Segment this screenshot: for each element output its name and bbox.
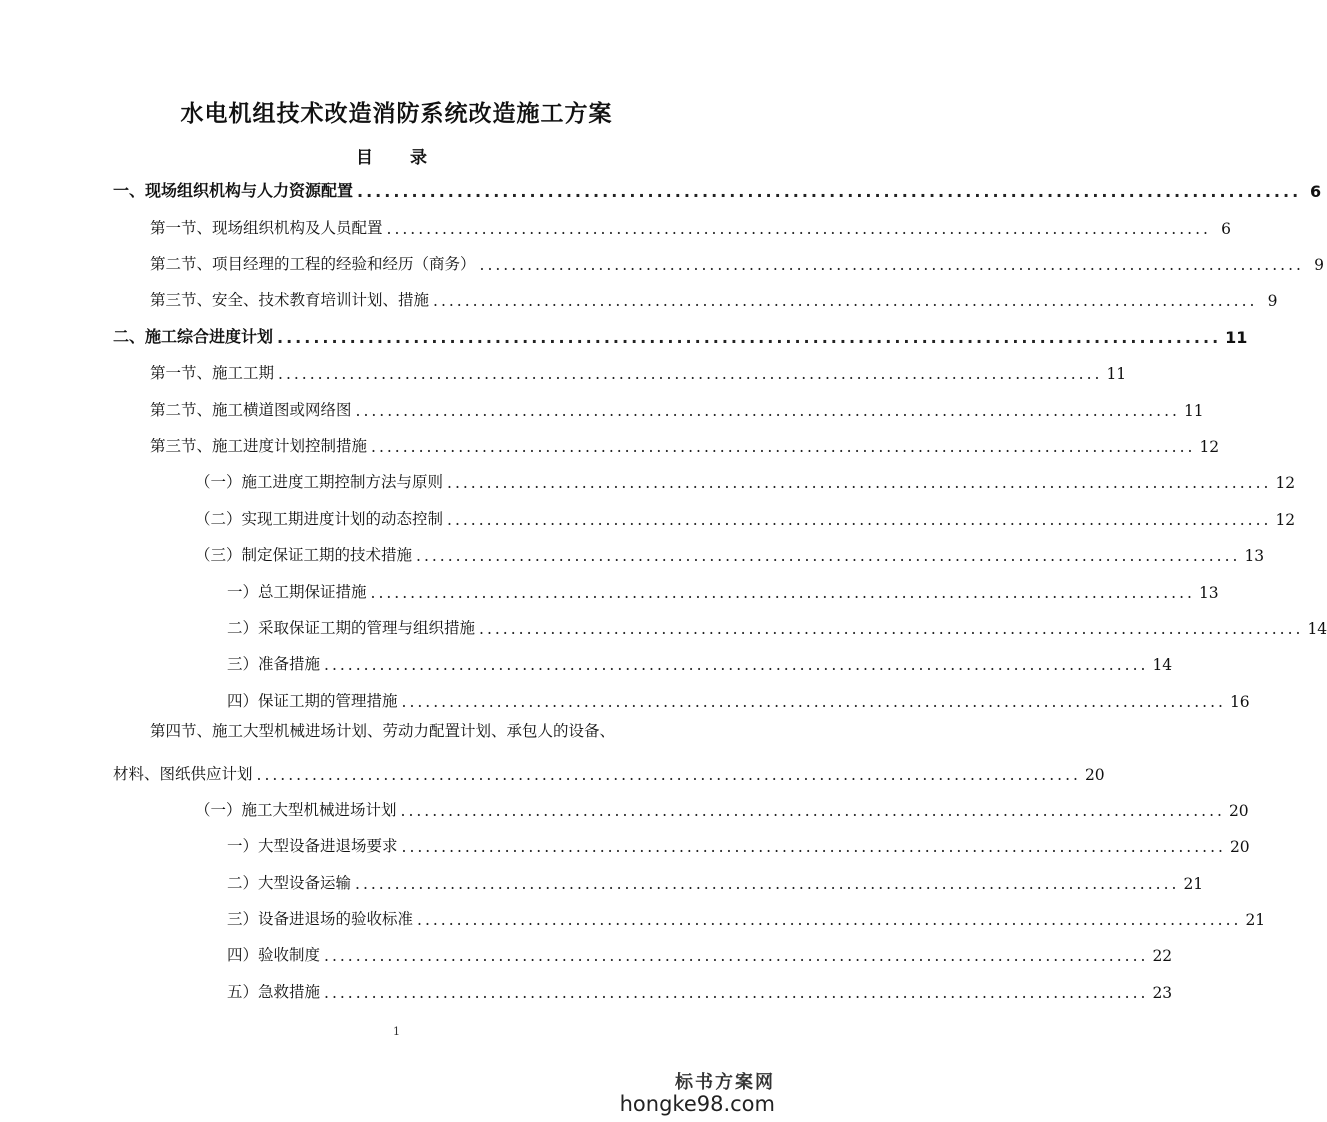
watermark-logo [620,1068,775,1116]
toc-entry-page: 14 [1152,656,1173,674]
watermark-en: hongke98.com [619,1092,775,1116]
toc-entry-label: （一）施工进度工期控制方法与原则 [195,473,444,491]
toc-leader-dots: ........................................................................................................ [355,402,1180,420]
toc-leader-dots: ........................................................................................................ [277,328,1222,347]
toc-leader-dots: ........................................................................................................ [370,584,1195,602]
toc-entry[interactable] [227,610,1327,638]
toc-entry-label: 四）保证工期的管理措施 [227,692,398,710]
toc-leader-dots: ........................................................................................................ [278,365,1103,383]
toc-entry-label: 一、现场组织机构与人力资源配置 [113,181,354,200]
toc-leader-dots: ........................................................................................................ [324,984,1149,1002]
toc-entry[interactable] [227,865,1204,893]
toc-entry-label: 第三节、安全、技术教育培训计划、措施 [150,291,430,309]
toc-leader-dots: ........................................................................................................ [416,547,1241,565]
toc-entry-page: 11 [1225,328,1248,347]
toc-entry-label: 第二节、施工横道图或网络图 [150,401,352,419]
toc-entry-label: 第一节、现场组织机构及人员配置 [150,219,383,237]
toc-entry-page: 11 [1183,402,1204,420]
toc-entry[interactable] [227,683,1250,711]
toc-entry-label: 二）大型设备运输 [227,874,352,892]
toc-leader-dots: ........................................................................................................ [447,474,1272,492]
toc-entry-page: 9 [1314,256,1324,274]
toc-entry[interactable] [227,828,1250,856]
toc-entry-label: 三）设备进退场的验收标准 [227,910,414,928]
toc-entry[interactable] [113,173,1322,201]
toc-heading: 目 录 [356,148,437,168]
toc-entry[interactable] [150,355,1127,383]
document-title: 水电机组技术改造消防系统改造施工方案 [180,101,613,127]
toc-entry-label: 一）总工期保证措施 [227,583,367,601]
toc-entry[interactable] [195,464,1296,492]
toc-entry-page: 22 [1152,947,1173,965]
toc-leader-dots: ........................................................................................................ [479,256,1304,274]
toc-entry-page: 20 [1084,766,1105,784]
toc-entry[interactable] [150,282,1278,310]
toc-leader-dots: ........................................................................................................ [447,511,1272,529]
toc-entry[interactable] [150,428,1220,456]
toc-entry-label: 三）准备措施 [227,655,321,673]
toc-entry-label: 五）急救措施 [227,983,321,1001]
toc-leader-dots: ........................................................................................................ [401,838,1226,856]
watermark-cn: 标书方案网 [675,1072,775,1093]
toc-entry[interactable] [227,937,1173,965]
toc-entry-page: 6 [1310,182,1322,201]
toc-entry-page: 12 [1275,511,1296,529]
toc-entry-label: 二）采取保证工期的管理与组织措施 [227,619,476,637]
toc-entry-page: 14 [1307,620,1327,638]
toc-entry-label: （二）实现工期进度计划的动态控制 [195,510,444,528]
toc-leader-dots: ........................................................................................................ [371,438,1196,456]
toc-leader-dots: ........................................................................................................ [401,693,1226,711]
toc-entry-page: 21 [1183,875,1204,893]
toc-leader-dots: ........................................................................................................ [355,875,1180,893]
toc-entry-page: 12 [1275,474,1296,492]
toc-leader-dots: ........................................................................................................ [479,620,1304,638]
toc-entry-label: （三）制定保证工期的技术措施 [195,546,413,564]
toc-entry-page: 12 [1199,438,1220,456]
toc-entry[interactable] [227,574,1219,602]
toc-entry[interactable] [195,792,1249,820]
toc-entry[interactable] [227,974,1173,1002]
toc-entry-label: 第二节、项目经理的工程的经验和经历（商务） [150,255,476,273]
toc-entry-label: 第一节、施工工期 [150,364,275,382]
toc-entry-page: 13 [1244,547,1265,565]
toc-entry-page: 20 [1229,838,1250,856]
toc-entry-page: 9 [1267,292,1278,310]
toc-entry-label: 材料、图纸供应计划 [113,765,253,783]
toc-entry[interactable] [150,246,1324,274]
toc-entry-label: （一）施工大型机械进场计划 [195,801,397,819]
toc-entry-label: 四）验收制度 [227,946,321,964]
toc-leader-dots: ........................................................................................................ [386,220,1211,238]
toc-entry-page: 6 [1221,220,1231,238]
toc-entry[interactable] [150,392,1204,420]
toc-leader-dots: ........................................................................................................ [433,292,1258,310]
toc-entry-label: 第三节、施工进度计划控制措施 [150,437,368,455]
toc-leader-dots: ........................................................................................................ [357,182,1302,201]
toc-entry-page: 23 [1152,984,1173,1002]
toc-entry[interactable] [150,210,1231,238]
toc-entry[interactable] [113,756,1105,784]
toc-entry-label: 二、施工综合进度计划 [113,327,274,346]
toc-entry-page: 16 [1229,693,1250,711]
toc-leader-dots: ........................................................................................................ [324,656,1149,674]
toc-entry[interactable] [195,537,1265,565]
toc-entry[interactable] [227,646,1173,674]
toc-entry-page: 13 [1198,584,1219,602]
page-number: 1 [393,1025,400,1038]
toc-leader-dots: ........................................................................................................ [324,947,1149,965]
toc-entry[interactable] [113,319,1248,347]
toc-entry-page: 21 [1245,911,1266,929]
toc-entry-label[interactable]: 第四节、施工大型机械进场计划、劳动力配置计划、承包人的设备、 [150,722,616,740]
toc-entry-label: 一）大型设备进退场要求 [227,837,398,855]
toc-entry[interactable] [195,501,1296,529]
toc-leader-dots: ........................................................................................................ [256,766,1081,784]
toc-entry-page: 20 [1228,802,1249,820]
toc-leader-dots: ........................................................................................................ [400,802,1225,820]
toc-leader-dots: ........................................................................................................ [417,911,1242,929]
toc-entry[interactable] [227,901,1266,929]
toc-entry-page: 11 [1106,365,1127,383]
